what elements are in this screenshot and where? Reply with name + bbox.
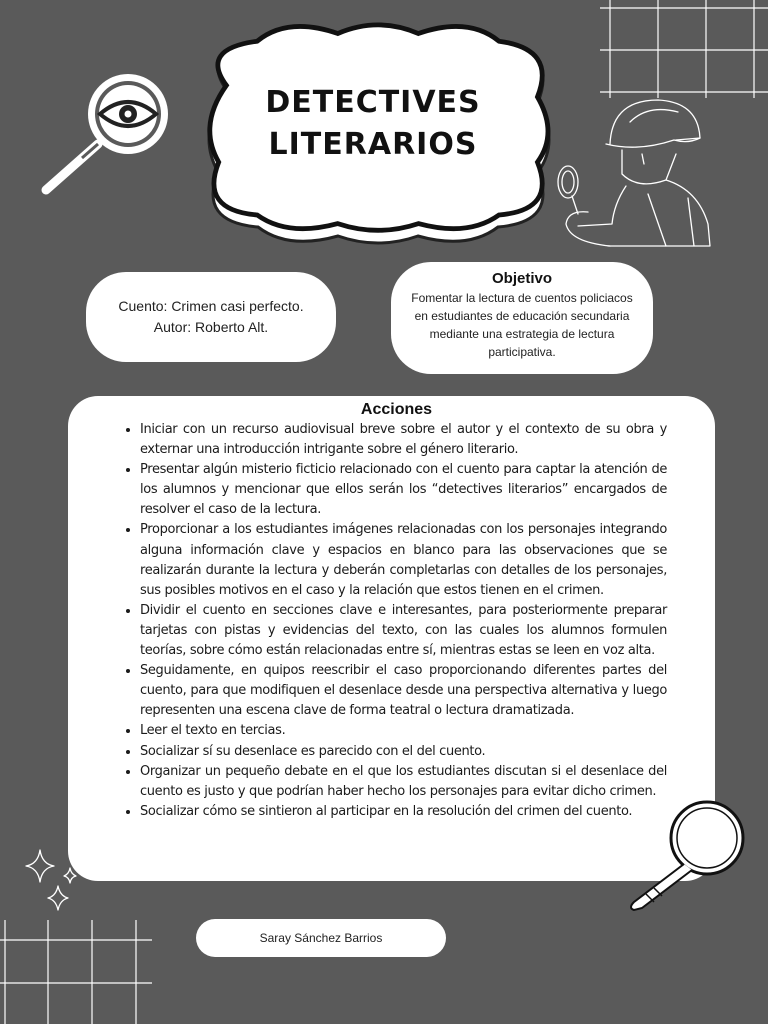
page-title <box>228 82 518 166</box>
eye-magnifier-icon <box>38 68 178 198</box>
objective-text: Fomentar la lectura de cuentos policiacos en estudiantes de educación secundaria mediante una estrategia de lectura participativa. <box>411 291 633 359</box>
actions-heading: Acciones <box>360 401 433 418</box>
actions-list <box>126 420 667 822</box>
list-item: • Socializar cómo se sintieron al participar en la resolución del crimen del cuento. <box>140 802 667 822</box>
objective-card <box>391 262 653 374</box>
sparkle-icon <box>20 846 90 914</box>
list-item: • Proporcionar a los estudiantes imágenes relacionadas con los personajes integrando alguna información clave y espacios en blanco para las observaciones que se realizarán durante la lectura y deberán completarlas con detalles de los personajes, sus posibles motivos en el caso y la relación que estos tienen en el crimen. <box>140 520 667 600</box>
list-item: • Dividir el cuento en secciones clave e interesantes, para posteriormente preparar tarjetas con pistas y evidencias del texto, con las cuales los alumnos formulen teorías, sobre cómo están relacionadas entre sí, mientras estas se leen en voz alta. <box>140 601 667 661</box>
actions-card <box>68 396 715 881</box>
title-line-1: DETECTIVES <box>265 85 481 120</box>
list-item: • Iniciar con un recurso audiovisual breve sobre el autor y el contexto de su obra y externar una introducción intrigante sobre el género literario. <box>140 420 667 460</box>
title-line-2: LITERARIOS <box>268 127 478 162</box>
list-item: • Socializar sí su desenlace es parecido con el del cuento. <box>140 742 667 762</box>
story-author: Autor: Roberto Alt. <box>153 319 269 335</box>
detective-icon <box>548 94 718 254</box>
list-item: • Presentar algún misterio ficticio relacionado con el cuento para captar la atención de los alumnos y mencionar que ellos serán los “detectives literarios” encargados de resolver el caso de la lectura. <box>140 460 667 520</box>
story-title: Cuento: Crimen casi perfecto. <box>118 298 304 314</box>
magnifying-glass-icon <box>624 798 750 914</box>
list-item: • Seguidamente, en quipos reescribir el caso proporcionando diferentes partes del cuento, para que modifiquen el desenlace desde una perspectiva alternativa y luego representen una escena clave de forma teatral o lectura dramatizada. <box>140 661 667 721</box>
list-item: • Organizar un pequeño debate en el que los estudiantes discutan si el desenlace del cuento es justo y que podrían haber hecho los personajes para evitar dicho crimen. <box>140 762 667 802</box>
book-card <box>86 272 336 362</box>
author-card <box>196 919 446 957</box>
grid-decoration-bottom-left <box>0 915 160 1024</box>
author-name: Saray Sánchez Barrios <box>259 931 383 945</box>
objective-heading: Objetivo <box>491 270 552 287</box>
list-item: • Leer el texto en tercias. <box>140 721 667 741</box>
